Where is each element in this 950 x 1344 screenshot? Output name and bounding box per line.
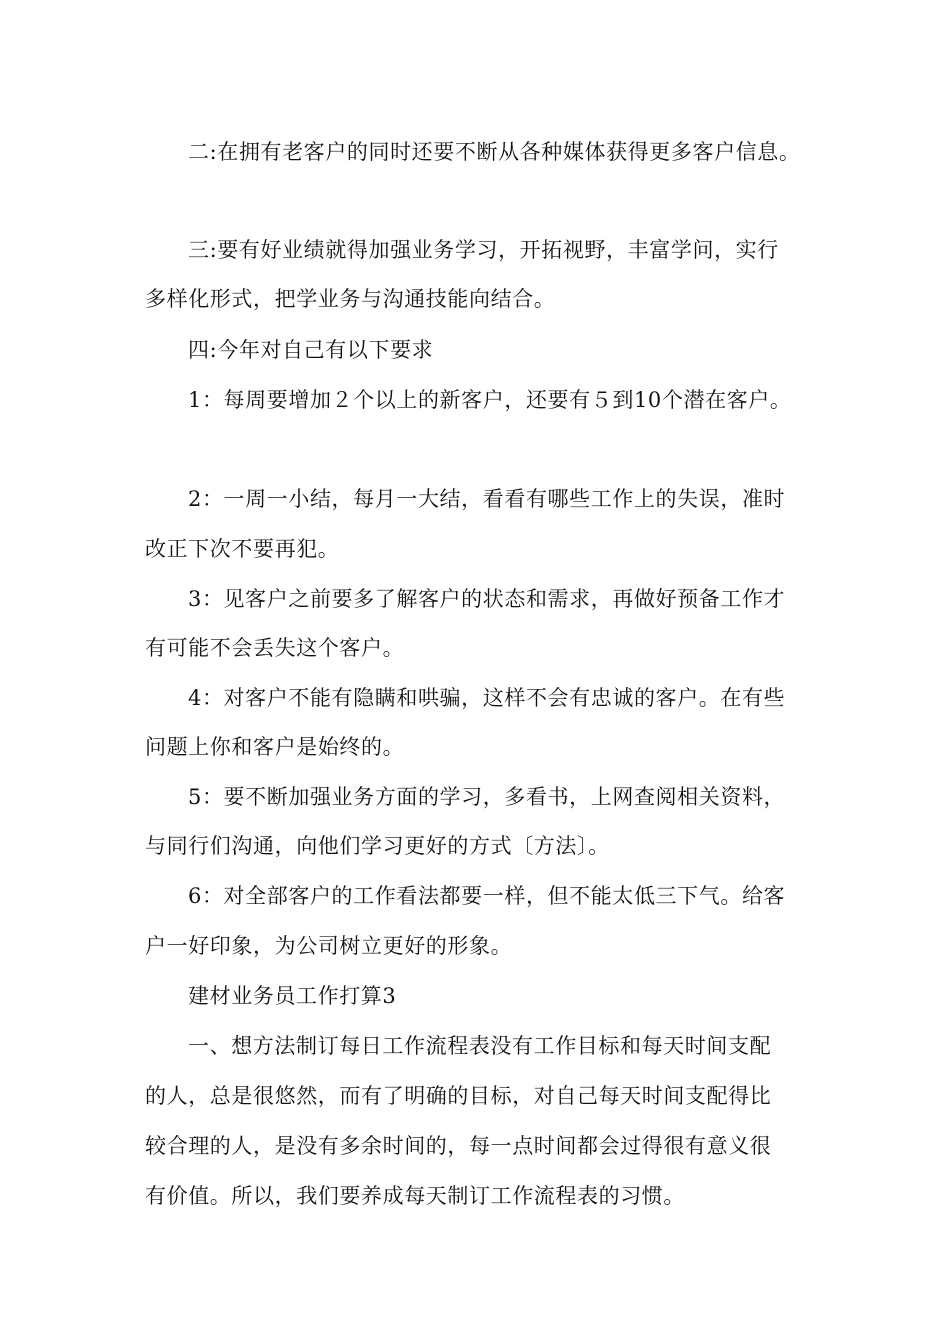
paragraph-line: 多样化形式，把学业务与沟通技能向结合。 [145,287,556,311]
paragraph-line: 较合理的人，是没有多余时间的，每一点时间都会过得很有意义很 [145,1134,772,1158]
paragraph-line: 问题上你和客户是始终的。 [145,735,405,759]
paragraph-line: 三:要有好业绩就得加强业务学习，开拓视野，丰富学问，实行 [188,238,779,262]
paragraph-line: 二:在拥有老客户的同时还要不断从各种媒体获得更多客户信息。 [188,140,801,164]
paragraph-line: 3：见客户之前要多了解客户的状态和需求，再做好预备工作才 [188,587,786,611]
paragraph-line: 与同行们沟通，向他们学习更好的方式〔方法〕。 [145,834,610,858]
paragraph-line: 四:今年对自己有以下要求 [188,338,434,362]
section-heading: 建材业务员工作打算3 [188,984,397,1008]
paragraph-line: 户一好印象，为公司树立更好的形象。 [145,934,513,958]
paragraph-line: 4：对客户不能有隐瞒和哄骗，这样不会有忠诚的客户。在有些 [188,686,786,710]
paragraph-line: 2：一周一小结，每月一大结，看看有哪些工作上的失误，准时 [188,487,786,511]
paragraph-line: 6：对全部客户的工作看法都要一样，但不能太低三下气。给客 [188,884,786,908]
paragraph-line: 1：每周要增加２个以上的新客户，还要有５到10个潜在客户。 [188,388,792,412]
paragraph-line: 一、想方法制订每日工作流程表没有工作目标和每天时间支配 [188,1034,772,1058]
paragraph-line: 的人，总是很悠然，而有了明确的目标，对自己每天时间支配得比 [145,1084,772,1108]
paragraph-line: 有价值。所以，我们要养成每天制订工作流程表的习惯。 [145,1184,685,1208]
paragraph-line: 有可能不会丢失这个客户。 [145,636,405,660]
paragraph-line: 改正下次不要再犯。 [145,537,340,561]
paragraph-line: 5：要不断加强业务方面的学习，多看书，上网查阅相关资料， [188,785,786,809]
